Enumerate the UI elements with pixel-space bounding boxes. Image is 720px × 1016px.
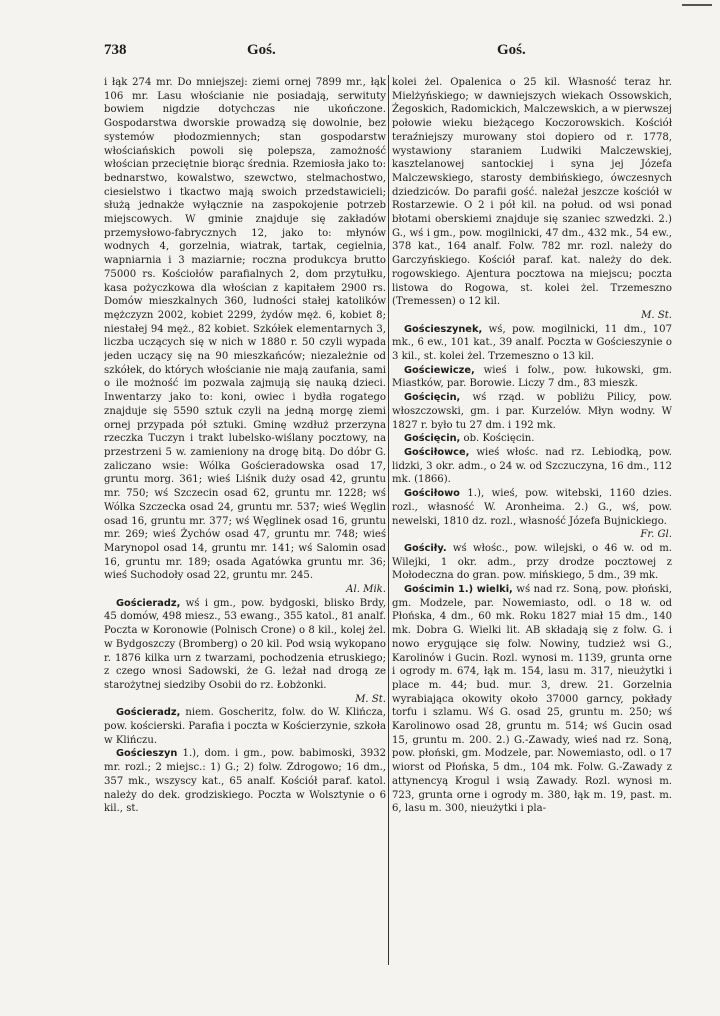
- entry-headword: Gościłowce,: [404, 446, 470, 458]
- entry: [392, 323, 672, 364]
- page-header: [0, 42, 720, 62]
- left-column: [104, 76, 386, 976]
- scan-mark: [682, 4, 712, 6]
- entry-text: wś i gm., pow. bydgoski, blisko Brdy, 45 domów, 498 miesz., 53 ewang., 355 katol., 81 analf. Poczta w Koronowie (Polnisch Crone) o 8 kil., kolej żel. w Bydgoszczy (Bromberg) o 20 kil. Pod wsią wykopano r. 1876 kilka urn z twarzami, pochodzenia etruskiego; z czego wnosi Sadowski, że G. leżał nad drogą ze starożytnej siedziby Osobii do rz. Łobżonki.: [104, 597, 386, 691]
- column-divider: [388, 75, 389, 965]
- entry-headword: Gościeszynek,: [404, 323, 483, 335]
- entry-text: 1.), wieś, pow. witebski, 1160 dzies. rozl., własność W. Aronheima. 2.) G., wś, pow. newelski, 1810 dz. rozl., własność Józefa Bujnickiego.: [392, 488, 672, 527]
- entry-continuation: kolei żel. Opalenica o 25 kil. Własność teraz hr. Mielżyńskiego; w dawniejszych wiekach Ossowskich, Żegoskich, Radomickich, Malczewskich, a w pierwszej połowie wieku bieżącego Koczorowskich. Kościół teraźniejszy murowany stoi dopiero od r. 1778, wystawiony staraniem Ludwiki Malczewskiej, kasztelanowej santockiej i syna jej Józefa Malczewskiego, starosty dembińskiego, ówczesnych dziedziców. Do parafii gość. należał jeszcze kościół w Rostarzewie. O 2 i pół kil. na połud. od wsi ponad błotami oberskiemi znajduje się szaniec szwedzki. 2.) G., wś i gm., pow. mogilnicki, 47 dm., 432 mk., 54 ew., 378 kat., 164 analf. Folw. 782 mr. rozl. należy do Garczyńskiego. Kościół paraf. kat. należy do dek. rogowskiego. Ajentura pocztowa na miejscu; poczta listowa do Rogowa, st. kolei żel. Trzemeszno (Tremessen) o 12 kil.: [392, 77, 672, 308]
- entry-text: wś, pow. mogilnicki, 11 dm., 107 mk., 6 ew., 101 kat., 39 analf. Poczta w Gościeszynie o 3 kil., st. kolei żel. Trzemeszno o 13 kil.: [392, 323, 672, 363]
- guide-word-right: Goś.: [497, 42, 526, 58]
- entry: [392, 391, 672, 432]
- entry-text: ob. Kościęcin.: [460, 433, 535, 445]
- entry: [392, 542, 672, 583]
- entry-text: 1.), dom. i gm., pow. babimoski, 3932 mr. rozl.; 2 miejsc.: 1) G.; 2) folw. Zdrogowo; 16 dm., 357 mk., wszyscy kat., 65 analf. Kościół paraf. katol. należy do dek. grodziskiego. Poczta w Wolsztynie o 6 kil., st.: [104, 748, 386, 815]
- entry-headword: Gościewicze,: [404, 364, 475, 376]
- entry: [104, 706, 386, 747]
- entry: [104, 597, 386, 693]
- right-column: [392, 76, 672, 976]
- author-signature: Al. Mik.: [346, 584, 386, 596]
- entry-headword: Gościłowo: [404, 488, 460, 500]
- page-number: 738: [104, 42, 127, 58]
- entry-headword: Gościeszyn: [116, 748, 178, 760]
- entry: [104, 747, 386, 816]
- entry-continuation: i łąk 274 mr. Do mniejszej: ziemi ornej 7899 mr., łąk 106 mr. Lasu włościanie nie posiadają, serwituty bowiem nigdzie dotychczas nie ukończone. Gospodarstwa dworskie prowadzą się dowolnie, bez systemów płodozmiennych; stan gospodarstw włościańskich powoli się polepsza, zamożność włościan przeciętnie biorąc średnia. Rzemiosła jako to: bednarstwo, kowalstwo, szewctwo, stelmachostwo, ciesielstwo i tkactwo mają swoich przedstawicieli; służą jednakże wyłącznie na zaspokojenie potrzeb miejscowych. W gminie znajduje się zakładów przemysłowo-fabrycznych 12, jako to: młynów wodnych 4, gorzelnia, wiatrak, tartak, cegielnia, wapniarnia i 3 maziarnie; roczna produkcya brutto 75000 rs. Kościołów parafialnych 2, dom przytułku, kasa pożyczkowa dla włościan z kapitałem 2900 rs. Domów mieszkalnych 360, ludności stałej katolików mężczyzn 2002, kobiet 2299, żydów męż. 6, kobiet 8; niestałej 94 męż., 82 kobiet. Szkółek elementarnych 3, liczba uczących się w nich w 1880 r. 50 czyli wypada jeden uczący się na 90 mieszkańców; niezależnie od szkółek, do których włościanie nie mają zaufania, sami o ile możność im pozwala zajmują się nauką dzieci. Inwentarzy jako to: koni, owiec i bydła rogatego znajduje się 5590 sztuk czyli na jedną morgę ziemi ornej przypada pół sztuki. Gminę wzdłuż przerzyna rzeczka Tuczyn i trakt lubelsko-wiślany pocztowy, na przestrzeni 5 w. zamieniony na drogę bitą. Do dóbr G. zaliczano wsie: Wólka Gościeradowska osad 17, gruntu morg. 361; wieś Liśnik duży osad 42, gruntu mr. 750; wś Szczecin osad 62, gruntu mr. 1228; wś Wólka Szczecka osad 24, gruntu mr. 537; wieś Węglin osad 16, gruntu mr. 377; wś Węglinek osad 16, gruntu mr. 269; wieś Żychów osad 47, gruntu mr. 748; wieś Marynopol osad 14, gruntu mr. 141; wś Salomin osad 16, gruntu mr. 189; osada Agatówka gruntu mr. 36; wieś Suchodoły osad 22, gruntu mr. 245.: [104, 77, 386, 582]
- author-signature: Fr. Gl.: [640, 529, 672, 541]
- entry-headword: Gościęcin,: [404, 433, 461, 445]
- entry: [392, 583, 672, 816]
- entry-text: wś włośc., pow. wilejski, o 46 w. od m. Wilejki, 1 okr. adm., przy drodze pocztowej z Mołodeczna do gran. pow. mińskiego, 5 dm., 39 mk.: [392, 542, 672, 582]
- entry-headword: Gościęcin,: [404, 392, 461, 404]
- entry-text: niem. Goscheritz, folw. do W. Klińcza, pow. kościerski. Parafia i poczta w Kościerzynie, szkoła w Klińczu.: [104, 707, 386, 746]
- entry: [392, 432, 672, 446]
- entry-text: wieś włośc. nad rz. Lebiodką, pow. lidzki, 3 okr. adm., o 24 w. od Szczuczyna, 16 dm., 112 mk. (1866).: [392, 446, 672, 486]
- entry: [392, 364, 672, 391]
- author-signature: M. St.: [641, 309, 672, 321]
- guide-word-left: Goś.: [247, 42, 276, 58]
- entry-headword: Gościły.: [404, 542, 447, 554]
- author-signature: M. St.: [355, 693, 386, 705]
- entry: [392, 487, 672, 528]
- entry: [392, 446, 672, 487]
- entry-headword: Gościmin 1.) wielki,: [404, 584, 513, 596]
- entry-headword: Gościeradz,: [116, 597, 181, 609]
- entry-text: wś rząd. w pobliżu Pilicy, pow. włoszczowski, gm. i par. Kurzelów. Młyn wodny. W 1827 r. było tu 27 dm. i 192 mk.: [392, 392, 672, 431]
- entry-text: wieś i folw., pow. łukowski, gm. Miastków, par. Borowie. Liczy 7 dm., 83 mieszk.: [392, 364, 672, 390]
- entry-text: wś nad rz. Soną, pow. płoński, gm. Modzele, par. Nowemiasto, odl. o 18 w. od Płońska, 4 dm., 60 mk. Roku 1827 miał 15 dm., 140 mk. Dobra G. Wielki lit. AB składają się z folw. G. i nowo erygujące się folw. Nowiny, tudzież wsi G., Karolinów i Gucin. Rozl. wynosi m. 1139, grunta orne i ogrody m. 674, łąk m. 154, lasu m. 317, nieużytki i place m. 44; bud. mur. 3, drew. 21. Gorzelnia wyrabiająca okowity około 37000 garncy, pokłady torfu i szlamu. Wś G. osad 25, gruntu m. 250; wś Karolinowo osad 28, gruntu m. 514; wś Gucin osad 15, gruntu m. 200. 2.) G.-Zawady, wieś nad rz. Soną, pow. płoński, gm. Modzele, par. Nowemiasto, odl. o 17 wiorst od Płońska, 5 dm., 104 mk. Folw. G.-Zawady z attynencyą Krogul i wsią Zawady. Rozl. wynosi m. 723, grunta orne i ogrody m. 380, łąk m. 19, past. m. 6, lasu m. 300, nieużytki i pla-: [392, 584, 672, 815]
- entry-headword: Gościeradz,: [116, 707, 181, 719]
